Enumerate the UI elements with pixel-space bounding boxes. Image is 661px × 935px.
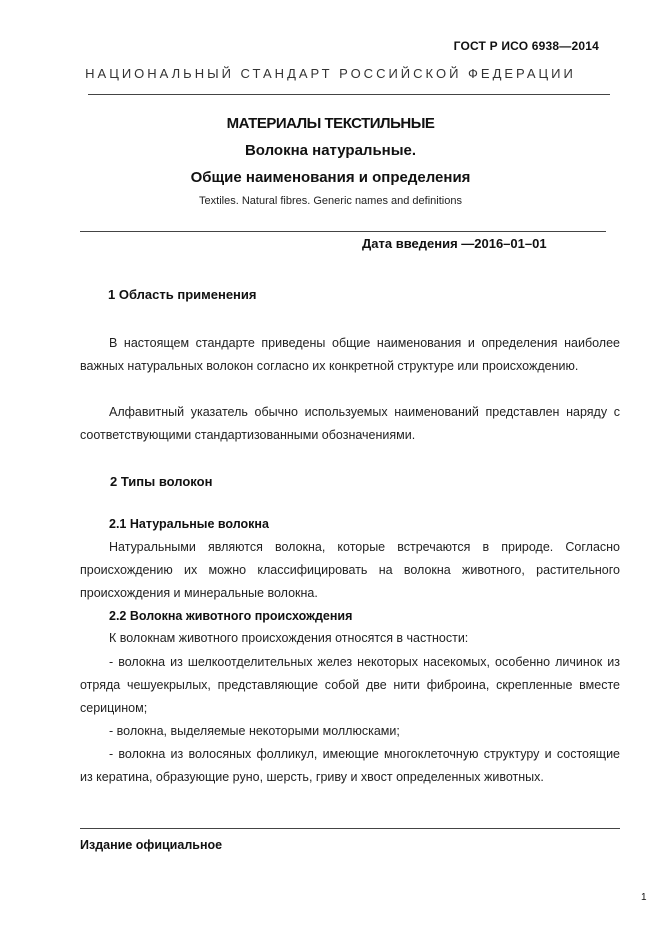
title-english: Textiles. Natural fibres. Generic names and definitions — [199, 195, 462, 207]
list-item: - волокна из шелкоотделительных желез некоторых насекомых, особенно личинок из отряда чешуекрылых, представляющие собой две нити фиброина, скрепленные вместе серицином; — [80, 655, 620, 715]
header-rule — [88, 94, 610, 95]
title-main: МАТЕРИАЛЫ ТЕКСТИЛЬНЫЕ — [226, 115, 435, 132]
document-code: ГОСТ Р ИСО 6938—2014 — [453, 39, 599, 53]
date-introduction: Дата введения —2016–01–01 — [362, 236, 547, 251]
title-subtitle: Волокна натуральные. — [244, 142, 417, 159]
section-1-heading: 1 Область применения — [108, 287, 257, 302]
section-2-2-heading: 2.2 Волокна животного происхождения — [109, 609, 353, 623]
title-rule — [80, 231, 606, 232]
section-2-2-intro: К волокнам животного происхождения относятся в частности: — [109, 631, 469, 645]
title-subtitle-2: Общие наименования и определения — [190, 169, 471, 186]
section-2-1-paragraph: Натуральными являются волокна, которые встречаются в природе. Согласно происхождению их можно классифицировать на волокна животного, растительного происхождения и минеральные волокна. — [80, 540, 620, 600]
section-1-paragraph-1: В настоящем стандарте приведены общие наименования и определения наиболее важных натуральных волокон согласно их конкретной структуре или происхождению. — [80, 336, 620, 373]
standard-banner: НАЦИОНАЛЬНЫЙ СТАНДАРТ РОССИЙСКОЙ ФЕДЕРАЦИИ — [85, 66, 576, 81]
page-number: 1 — [641, 892, 647, 903]
list-item: - волокна, выделяемые некоторыми моллюсками; — [109, 724, 400, 738]
section-2-1-heading: 2.1 Натуральные волокна — [109, 517, 269, 531]
section-2-heading: 2 Типы волокон — [110, 474, 213, 489]
section-1-paragraph-2: Алфавитный указатель обычно используемых наименований представлен наряду с соответствующими стандартизованными обозначениями. — [80, 405, 620, 442]
edition-label: Издание официальное — [80, 838, 223, 852]
footer-rule — [80, 828, 620, 829]
list-item: - волокна из волосяных фолликул, имеющие многоклеточную структуру и состоящие из кератина, образующие руно, шерсть, гриву и хвост определенных животных. — [80, 747, 620, 784]
